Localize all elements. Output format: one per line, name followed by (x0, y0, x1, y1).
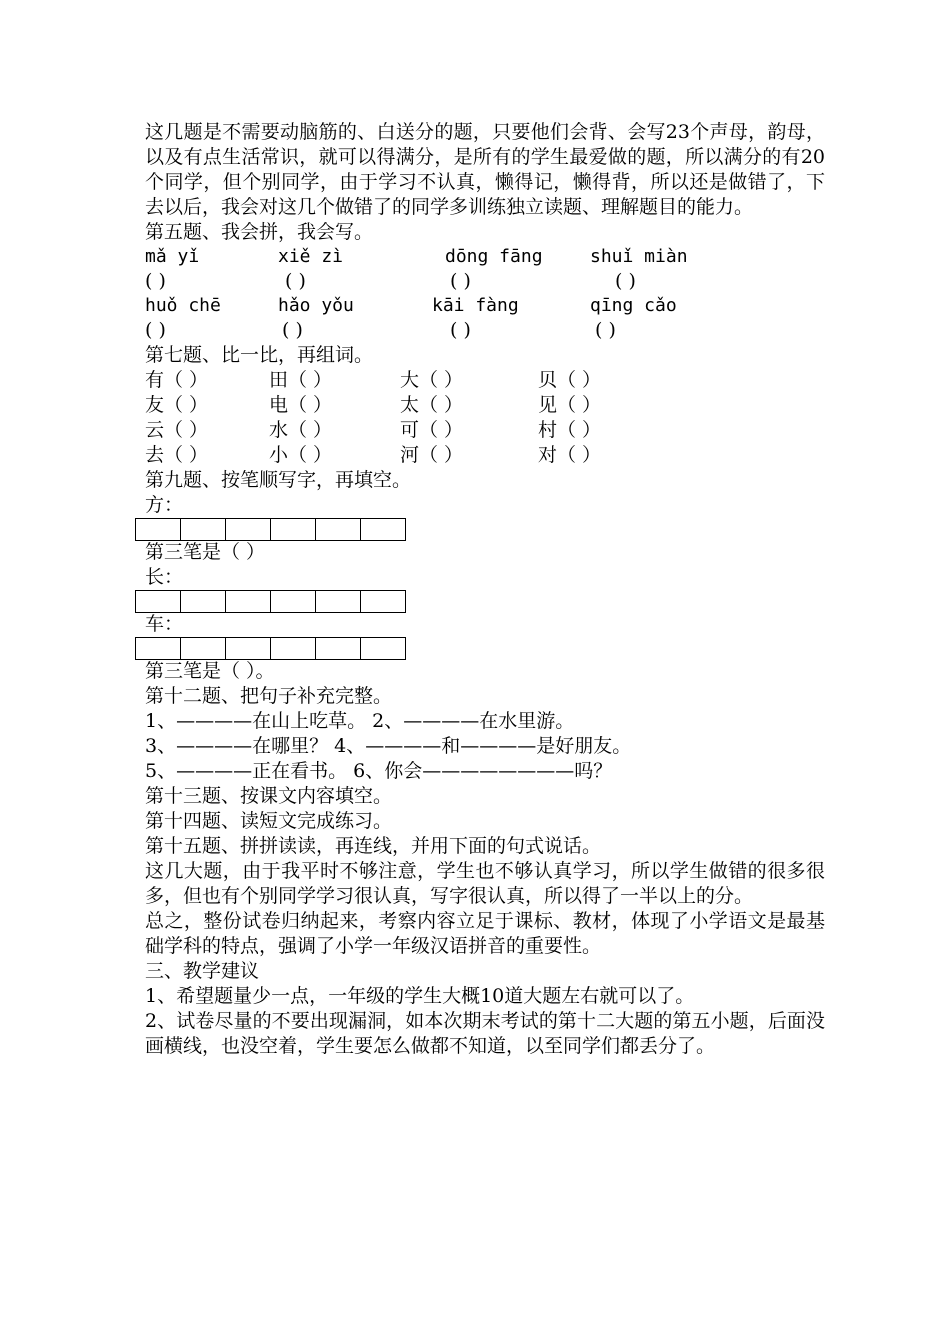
word-item: 河（ ） (400, 444, 464, 466)
grid-cell[interactable] (180, 518, 225, 541)
pinyin-item: shuǐ miàn (590, 246, 688, 267)
word-item: 电（ ） (269, 394, 333, 416)
q7-row (145, 368, 825, 393)
word-item: 村（ ） (538, 419, 602, 441)
grid-cell[interactable] (180, 590, 225, 613)
word-item: 田（ ） (269, 369, 333, 391)
pinyin-item: dōng fāng (445, 246, 543, 267)
summary-paragraph: 总之，整份试卷归纳起来，考察内容立足于课标、教材，体现了小学语文是最基础学科的特点，强调了小学一年级汉语拼音的重要性。 (145, 910, 825, 957)
pinyin-item: mǎ yǐ (145, 246, 200, 267)
intro-paragraph: 这几题是不需要动脑筋的、白送分的题，只要他们会背、会写23个声母，韵母，以及有点生活常识，就可以得满分，是所有的学生最爱做的题，所以满分的有20个同学，但个别同学，由于学习不认真，懒得记，懒得背，所以还是做错了，下去以后，我会对这几个做错了的同学多训练独立读题、理解题目的能力。 (145, 121, 825, 218)
word-item: 大（ ） (400, 369, 464, 391)
grid-cell[interactable] (225, 590, 270, 613)
grid-cell[interactable] (360, 518, 406, 541)
stroke-char-label: 方： (145, 494, 184, 516)
answer-blank: ( ) (450, 270, 471, 292)
pinyin-item: xiě zì (278, 246, 344, 267)
pinyin-item: hǎo yǒu (278, 295, 354, 316)
q7-row (145, 443, 825, 468)
document-page (145, 120, 825, 1059)
grid-cell[interactable] (315, 518, 360, 541)
q12-line: 3、————在哪里？ 4、————和————是好朋友。 (145, 735, 632, 757)
stroke-note: 第三笔是（ ）。 (145, 660, 275, 682)
grid-cell[interactable] (135, 590, 180, 613)
grid-cell[interactable] (360, 637, 406, 660)
q13-title: 第十三题、按课文内容填空。 (145, 785, 393, 807)
q7-title: 第七题、比一比，再组词。 (145, 344, 374, 366)
answer-blank: ( ) (282, 319, 303, 341)
suggestion-item: 2、试卷尽量的不要出现漏洞，如本次期末考试的第十二大题的第五小题，后面没画横线，也没空着，学生要怎么做都不知道，以至同学们都丢分了。 (145, 1010, 825, 1057)
answer-blank: ( ) (615, 270, 636, 292)
section-title: 三、教学建议 (145, 960, 260, 982)
word-item: 云（ ） (145, 419, 209, 441)
word-item: 友（ ） (145, 394, 209, 416)
q7-row (145, 418, 825, 443)
answer-blank: ( ) (595, 319, 616, 341)
stroke-note: 第三笔是（ ） (145, 541, 266, 563)
suggestion-item: 1、希望题量少一点，一年级的学生大概10道大题左右就可以了。 (145, 985, 695, 1007)
answer-blank: ( ) (450, 319, 471, 341)
word-item: 太（ ） (400, 394, 464, 416)
word-item: 去（ ） (145, 444, 209, 466)
q5-blank-row-2 (145, 318, 825, 343)
word-item: 可（ ） (400, 419, 464, 441)
answer-blank: ( ) (145, 319, 166, 341)
grid-cell[interactable] (135, 518, 180, 541)
grid-cell[interactable] (315, 637, 360, 660)
grid-cell[interactable] (225, 637, 270, 660)
grid-cell[interactable] (270, 518, 315, 541)
q5-title: 第五题、我会拼，我会写。 (145, 221, 374, 243)
word-item: 有（ ） (145, 369, 209, 391)
pinyin-item: qīng cǎo (590, 295, 677, 316)
stroke-char-label: 长： (145, 566, 184, 588)
grid-cell[interactable] (270, 590, 315, 613)
q15-title: 第十五题、拼拼读读，再连线，并用下面的句式说话。 (145, 835, 602, 857)
answer-blank: ( ) (285, 270, 306, 292)
q12-title: 第十二题、把句子补充完整。 (145, 685, 393, 707)
word-item: 贝（ ） (538, 369, 602, 391)
q12-line: 5、————正在看书。 6、你会————————吗？ (145, 760, 613, 782)
grid-cell[interactable] (225, 518, 270, 541)
grid-cell[interactable] (135, 637, 180, 660)
stroke-order-grid[interactable] (135, 518, 815, 540)
pinyin-item: huǒ chē (145, 295, 221, 316)
pinyin-item: kāi fàng (432, 295, 519, 316)
word-item: 对（ ） (538, 444, 602, 466)
grid-cell[interactable] (360, 590, 406, 613)
answer-blank: ( ) (145, 270, 166, 292)
q9-title: 第九题、按笔顺写字，再填空。 (145, 469, 412, 491)
q5-pinyin-row-1 (145, 245, 825, 269)
word-item: 见（ ） (538, 394, 602, 416)
q7-row (145, 393, 825, 418)
q12-line: 1、————在山上吃草。 2、————在水里游。 (145, 710, 575, 732)
analysis-paragraph: 这几大题，由于我平时不够注意，学生也不够认真学习，所以学生做错的很多很多，但也有个别同学学习很认真，写字很认真，所以得了一半以上的分。 (145, 860, 825, 907)
q14-title: 第十四题、读短文完成练习。 (145, 810, 393, 832)
stroke-char-label: 车： (145, 613, 184, 635)
grid-cell[interactable] (180, 637, 225, 660)
word-item: 小（ ） (269, 444, 333, 466)
q5-blank-row-1 (145, 269, 825, 294)
stroke-order-grid[interactable] (135, 590, 815, 612)
grid-cell[interactable] (270, 637, 315, 660)
word-item: 水（ ） (269, 419, 333, 441)
stroke-order-grid[interactable] (135, 637, 815, 659)
grid-cell[interactable] (315, 590, 360, 613)
q5-pinyin-row-2 (145, 294, 825, 318)
